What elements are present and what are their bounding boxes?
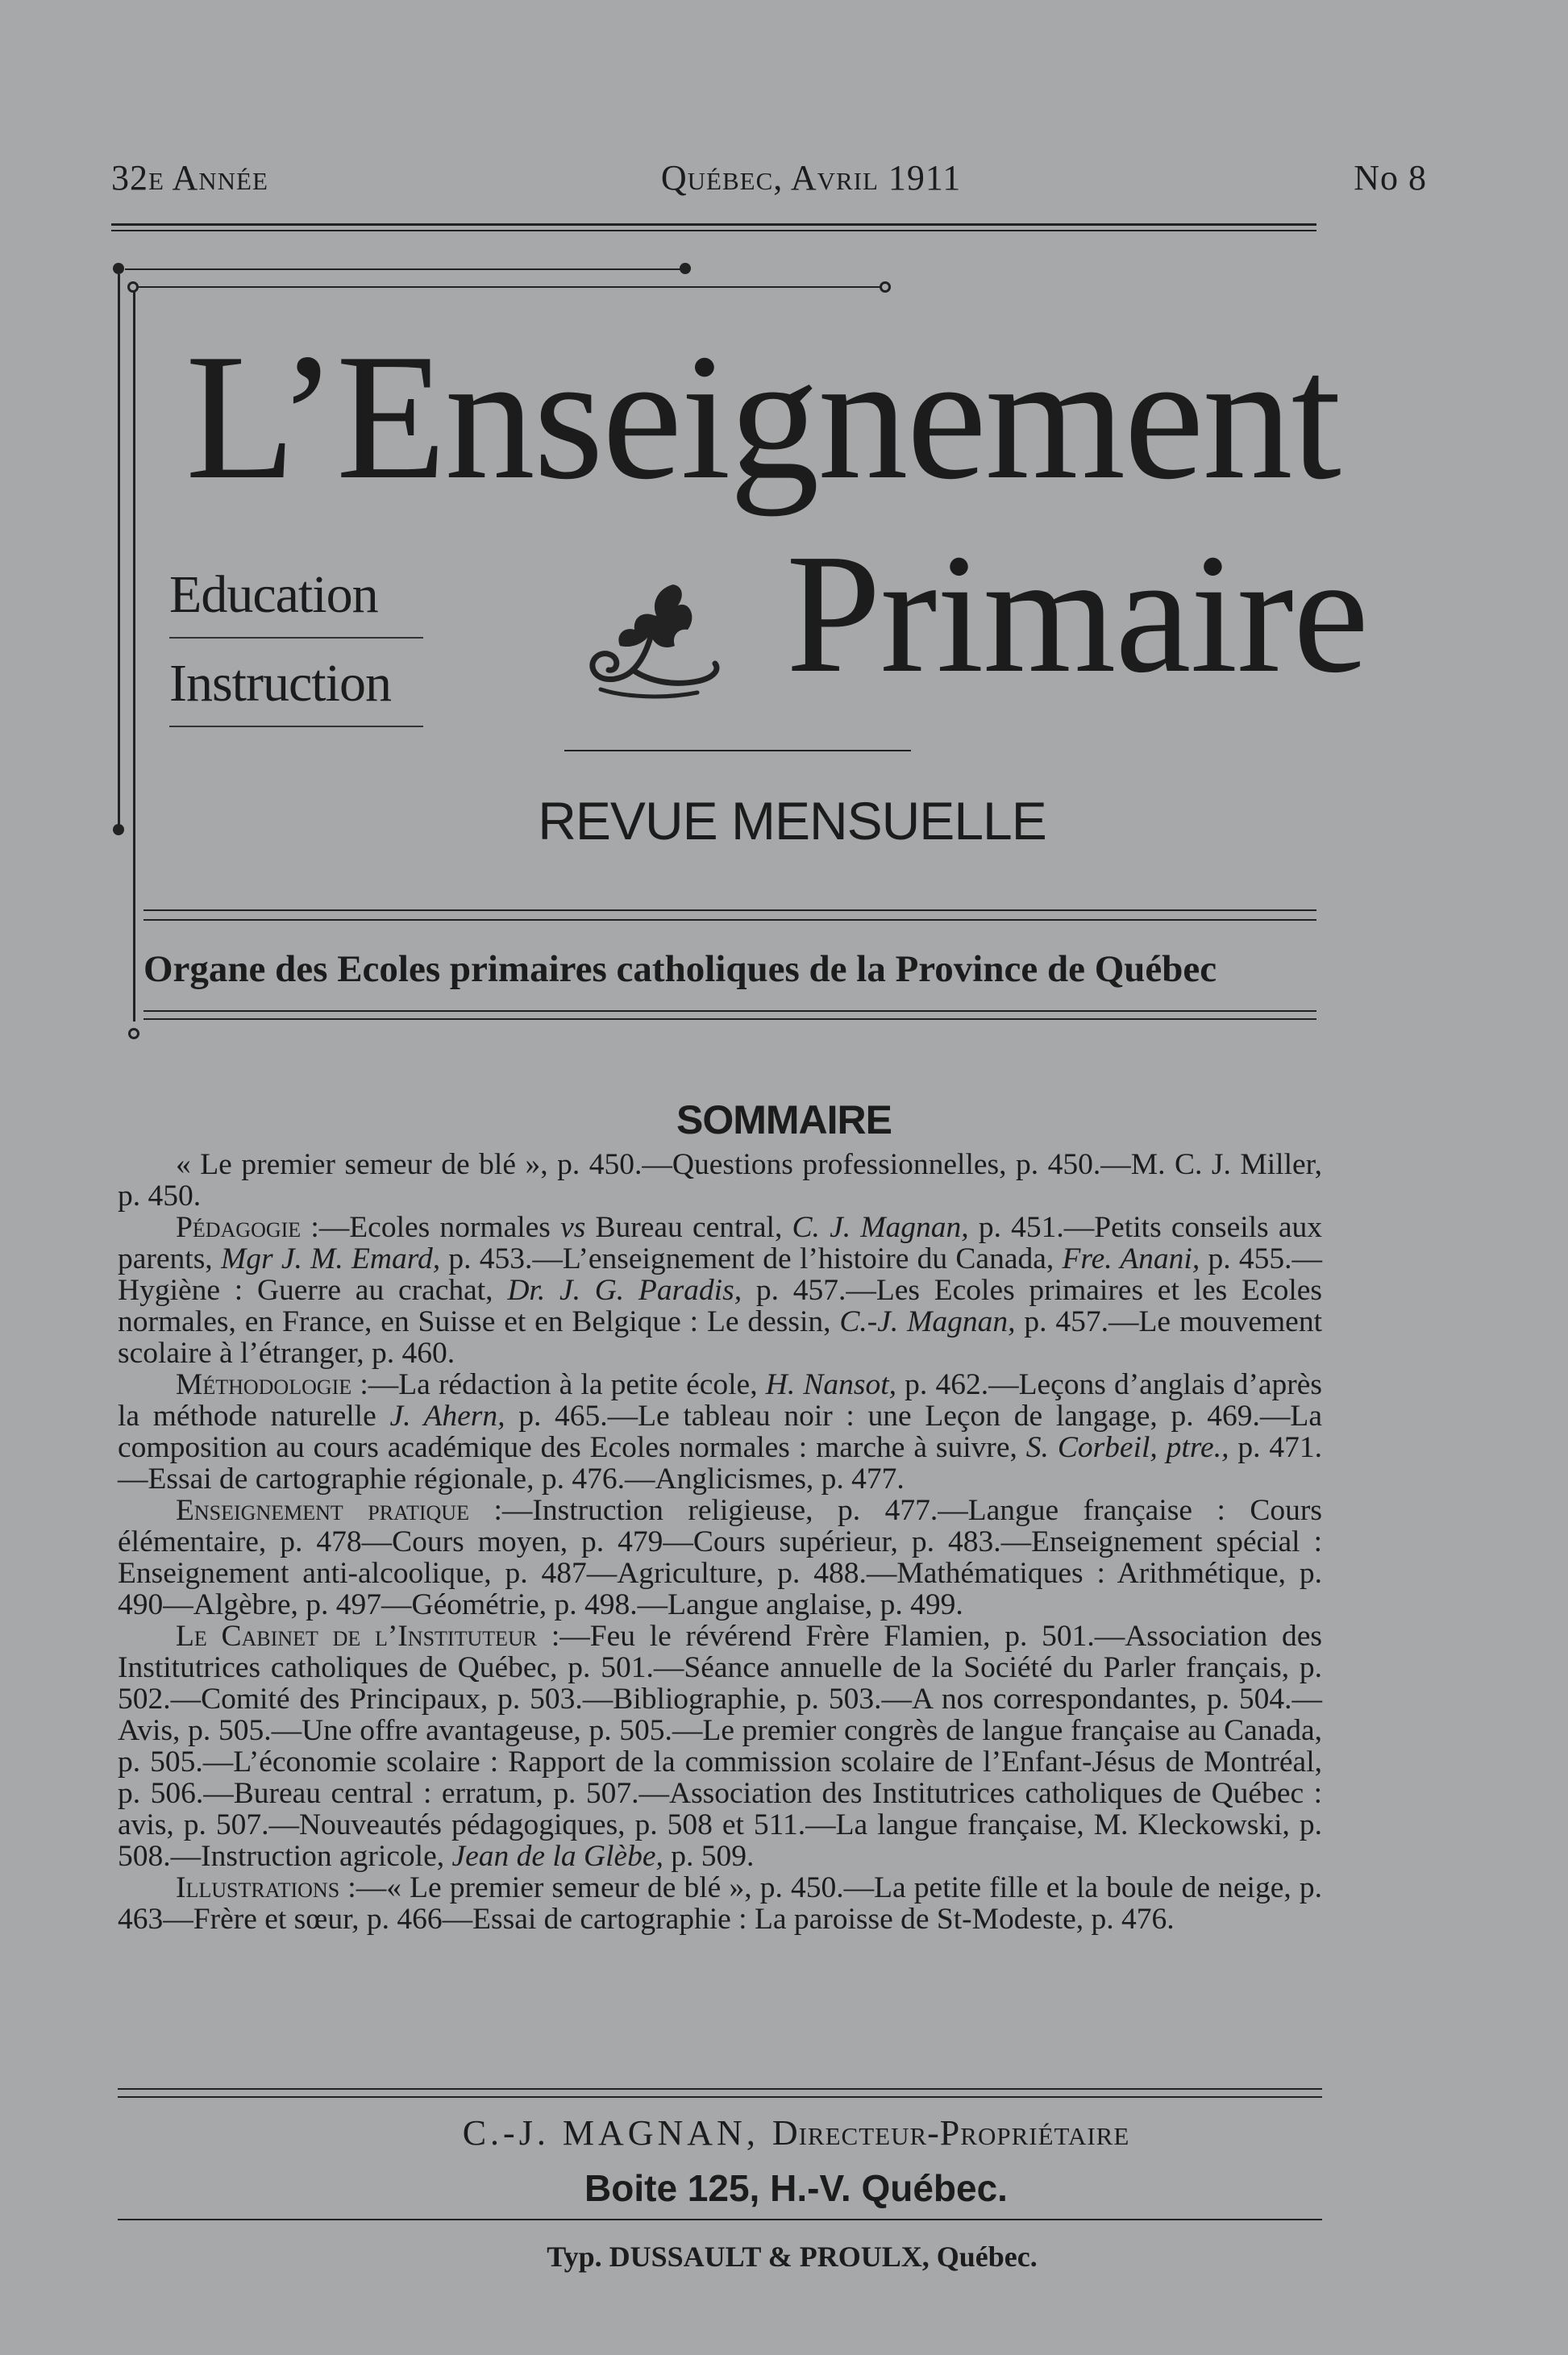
toc-cabinet-instituteur (118, 1621, 1322, 1872)
frame-ring-top-left (127, 281, 139, 293)
section-label: Méthodologie (176, 1368, 352, 1401)
table-of-contents (118, 1149, 1322, 1935)
title-primaire: Primaire (786, 518, 1368, 708)
toc-text: :—La rédaction à la petite école, (351, 1368, 766, 1401)
place-date-label: Québec, Avril 1911 (660, 158, 962, 198)
toc-author: J. Ahern, (389, 1400, 505, 1433)
header-rule-2 (111, 230, 1316, 231)
sommaire-heading: SOMMAIRE (676, 1097, 892, 1142)
printer-line: Typ. DUSSAULT & PROULX, Québec. (547, 2241, 1038, 2273)
toc-text: p. 462.—Leçons d’anglais d’après la méthode naturelle (118, 1368, 1322, 1433)
toc-text: :—« Le premier semeur de blé », p. 450.—La petite fille et la boule de neige, p. 463—Frère et sœur, p. 466—Essai de cartographie : La paroisse de St-Modeste, p. 476. (118, 1871, 1322, 1936)
toc-author: Jean de la Glèbe, (451, 1840, 663, 1873)
toc-text: p. 509. (663, 1840, 755, 1873)
section-label: Pédagogie (176, 1211, 302, 1244)
label-instruction: Instruction (169, 654, 391, 713)
header-rule-1 (111, 223, 1316, 226)
masthead-short-rule (564, 750, 911, 751)
toc-illustrations (118, 1872, 1322, 1935)
toc-text: p. 453.—L’enseignement de l’histoire du Canada, (440, 1242, 1063, 1275)
organ-top-rule-2 (143, 919, 1316, 921)
toc-text: p. 455.—Hygiène : Guerre au crachat, (118, 1242, 1323, 1307)
postal-address: Boite 125, H.-V. Québec. (584, 2167, 1008, 2209)
frame-ring-bottom-left (128, 1028, 139, 1039)
instruction-underline (169, 726, 423, 727)
label-education: Education (169, 565, 378, 624)
issue-number: No 8 (1354, 158, 1427, 198)
toc-author: C.-J. Magnan, (839, 1305, 1016, 1338)
toc-enseignement-pratique (118, 1495, 1322, 1621)
education-underline (169, 637, 423, 639)
organ-statement: Organe des Ecoles primaires catholiques de la Province de Québec (143, 948, 1217, 990)
footer-rule-3 (118, 2219, 1322, 2220)
toc-author: Mgr J. M. Emard, (220, 1242, 441, 1275)
toc-text: :—Ecoles normales (301, 1211, 561, 1244)
organ-bottom-rule-1 (143, 1010, 1316, 1012)
section-label: Enseignement pratique (176, 1494, 469, 1527)
toc-text: :—Feu le révérend Frère Flamien, p. 501.—Association des Institutrices catholiques de Québec, p. 501.—Séance annuelle de la Société du Parler français, p. 502.—Comité des Principaux, p. 503.—Bibliographie, p. 503.—A nos correspondantes, p. 504.—Avis, p. 505.—Une offre avantageuse, p. 505.—Le premier congrès de langue française au Canada, p. 505.—L’économie scolaire : Rapport de la commission scolaire de l’Enfant-Jésus de Montréal, p. 506.—Bureau central : erratum, p. 507.—Association des Institutrices catholiques de Québec : avis, p. 507.—Nouveautés pédagogiques, p. 508 et 511.—La langue française, M. Kleckowski, p. 508.—Instruction agricole, (118, 1620, 1322, 1873)
frame-left-vertical-inner (133, 292, 135, 1021)
frame-dot-top-left (113, 263, 124, 274)
toc-author: Fre. Anani, (1062, 1242, 1200, 1275)
director-role: Directeur-Propriétaire (772, 2113, 1130, 2153)
toc-author: C. J. Magnan, (792, 1211, 969, 1244)
toc-text: p. 471.—Essai de cartographie régionale, p. 476.—Anglicismes, p. 477. (118, 1431, 1322, 1496)
footer-rule-2 (118, 2096, 1322, 2098)
toc-text: p. 465.—Le tableau noir : une Leçon de langage, p. 469.—La composition au cours académique des Ecoles normales : marche à suivre, (118, 1400, 1322, 1464)
toc-text: p. 457.—Le mouvement scolaire à l’étranger, p. 460. (118, 1305, 1322, 1370)
director-line (0, 2112, 1568, 2153)
toc-author: Dr. J. G. Paradis, (507, 1274, 742, 1307)
footer-rule-1 (118, 2088, 1322, 2090)
section-label: Le Cabinet de l’Instituteur (176, 1620, 538, 1653)
frame-left-vertical-outer (118, 274, 120, 830)
toc-text: p. 451.—Petits conseils aux parents, (118, 1211, 1322, 1275)
year-label: 32e Année (111, 158, 268, 198)
director-name: C.-J. MAGNAN, (462, 2113, 759, 2153)
subtitle-revue-mensuelle: REVUE MENSUELLE (538, 791, 1046, 851)
toc-text: Bureau central, (585, 1211, 792, 1244)
toc-author: S. Corbeil, ptre., (1025, 1431, 1229, 1464)
toc-text: :—Instruction religieuse, p. 477.—Langue française : Cours élémentaire, p. 478—Cours moyen, p. 479—Cours supérieur, p. 483.—Enseignement spécial : Enseignement anti-alcoolique, p. 487—Agriculture, p. 488.—Mathématiques : Arithmétique, p. 490—Algèbre, p. 497—Géométrie, p. 498.—Langue anglaise, p. 499. (118, 1494, 1322, 1621)
toc-methodologie (118, 1369, 1322, 1495)
section-label: Illustrations (176, 1871, 340, 1904)
toc-intro: « Le premier semeur de blé », p. 450.—Questions professionnelles, p. 450.—M. C. J. Miller, p. 450. (118, 1148, 1322, 1213)
frame-second-rule (139, 286, 880, 288)
toc-pedagogie (118, 1212, 1322, 1369)
frame-top-rule (125, 268, 689, 270)
title-enseignement: L’Enseignement (185, 317, 1340, 517)
frame-dot-top-mid (680, 263, 691, 274)
issue-header (111, 157, 1427, 198)
toc-text: vs (560, 1211, 586, 1244)
toc-author: H. Nansot, (765, 1368, 897, 1401)
organ-top-rule-1 (143, 909, 1316, 911)
leaf-ornament-icon (576, 568, 730, 714)
toc-text: p. 457.—Les Ecoles primaires et les Ecoles normales, en France, en Suisse et en Belgique : Le dessin, (118, 1274, 1322, 1338)
organ-bottom-rule-2 (143, 1018, 1316, 1020)
frame-ring-top-right (880, 281, 891, 293)
